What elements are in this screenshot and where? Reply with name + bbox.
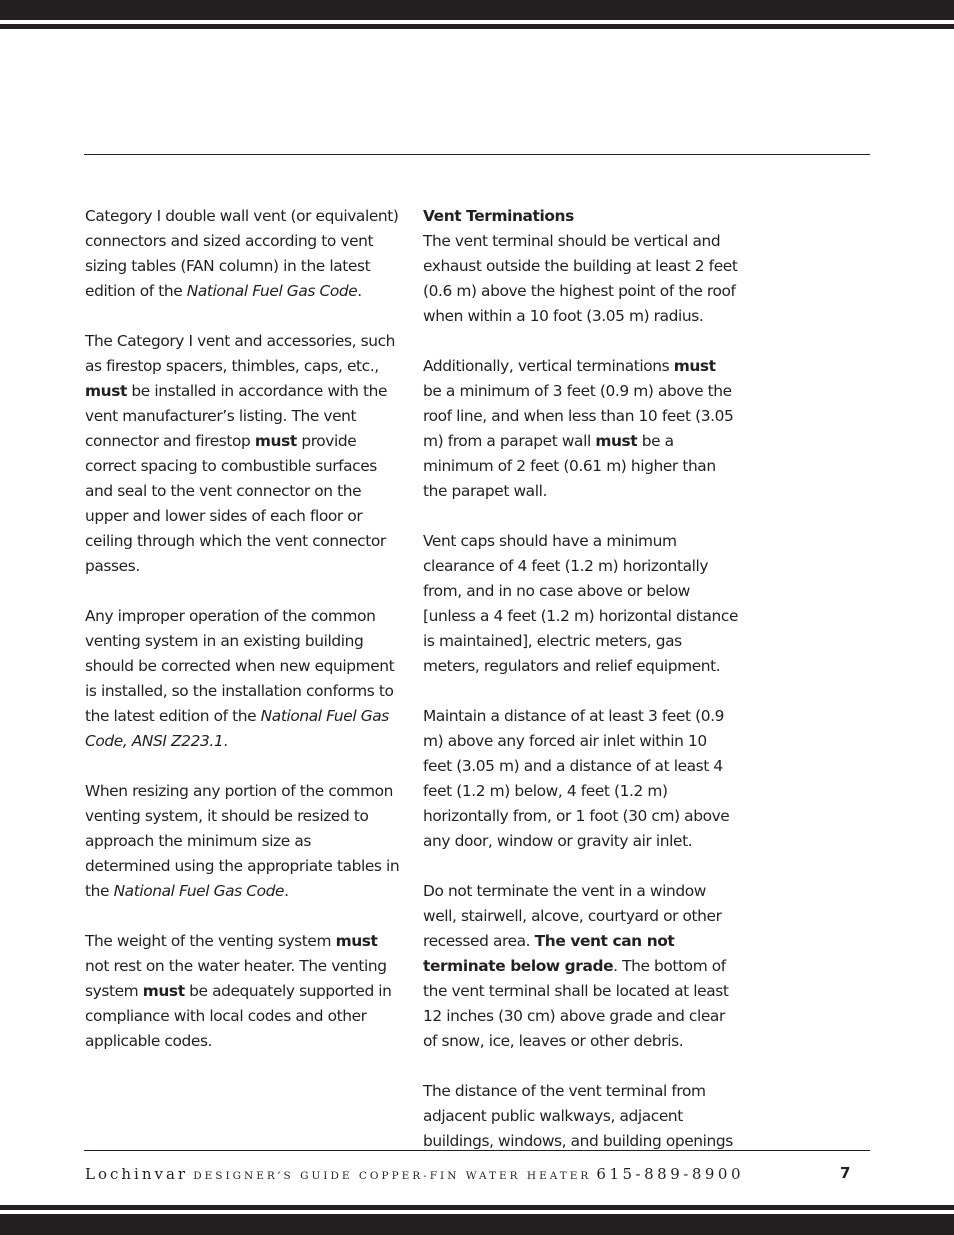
right-paragraph-5: Do not terminate the vent in a window well, stairwell, alcove, courtyard or other recessed area. The vent can not terminate below grade. The bottom of the vent terminal shall be located at least 12 inches (30 cm) above grade and clear of snow, ice, leaves or other debris. xyxy=(423,882,729,1050)
left-paragraph-1: Category I double wall vent (or equivalent) connectors and sized according to vent sizing tables (FAN column) in the latest edition of the National Fuel Gas Code. xyxy=(85,207,399,300)
right-paragraph-6: The distance of the vent terminal from adjacent public walkways, adjacent buildings, windows, and building openings xyxy=(423,1082,733,1150)
left-paragraph-3: Any improper operation of the common venting system in an existing building should be corrected when new equipment is installed, so the installation conforms to the latest edition of the National Fuel Gas Code, ANSI Z223.1. xyxy=(85,607,395,750)
left-paragraph-2: The Category I vent and accessories, such as firestop spacers, thimbles, caps, etc., must be installed in accordance with the vent manufacturer’s listing. The vent connector and firestop must provide correct spacing to combustible surfaces and seal to the vent connector on the upper and lower sides of each floor or ceiling through which the vent connector passes. xyxy=(85,332,395,575)
top-divider-rule xyxy=(84,154,870,155)
right-text-column xyxy=(423,204,738,1179)
top-header-bar xyxy=(0,0,954,20)
bottom-footer-thin-bar xyxy=(0,1205,954,1210)
page-number: 7 xyxy=(840,1164,851,1182)
top-header-thin-bar xyxy=(0,24,954,29)
footer-phone: 615-889-8900 xyxy=(596,1165,744,1183)
right-paragraph-4: Maintain a distance of at least 3 feet (0.9 m) above any forced air inlet within 10 feet (3.05 m) and a distance of at least 4 feet (1.2 m) below, 4 feet (1.2 m) horizontally from, or 1 foot (30 cm) above any door, window or gravity air inlet. xyxy=(423,707,730,850)
right-paragraph-2: Additionally, vertical terminations must be a minimum of 3 feet (0.9 m) above the roof line, and when less than 10 feet (3.05 m) from a parapet wall must be a minimum of 2 feet (0.61 m) higher than the parapet wall. xyxy=(423,357,734,500)
right-paragraph-1: Vent Terminations The vent terminal should be vertical and exhaust outside the building at least 2 feet (0.6 m) above the highest point of the roof when within a 10 foot (3.05 m) radius. xyxy=(423,204,738,329)
bottom-footer-bar xyxy=(0,1214,954,1235)
bottom-divider-rule xyxy=(84,1150,870,1151)
footer-guide-title: DESIGNER’S GUIDE COPPER-FIN WATER HEATER xyxy=(193,1170,592,1182)
left-text-column xyxy=(85,204,400,1079)
footer-brand: Lochinvar xyxy=(85,1165,189,1183)
footer-line xyxy=(85,1164,744,1183)
right-paragraph-3: Vent caps should have a minimum clearance of 4 feet (1.2 m) horizontally from, and in no case above or below [unless a 4 feet (1.2 m) horizontal distance is maintained], electric meters, gas meters, regulators and relief equipment. xyxy=(423,532,739,675)
left-paragraph-4: When resizing any portion of the common venting system, it should be resized to approach the minimum size as determined using the appropriate tables in the National Fuel Gas Code. xyxy=(85,782,400,900)
section-heading: Vent Terminations xyxy=(423,207,574,225)
left-paragraph-5: The weight of the venting system must not rest on the water heater. The venting system must be adequately supported in compliance with local codes and other applicable codes. xyxy=(85,932,392,1050)
